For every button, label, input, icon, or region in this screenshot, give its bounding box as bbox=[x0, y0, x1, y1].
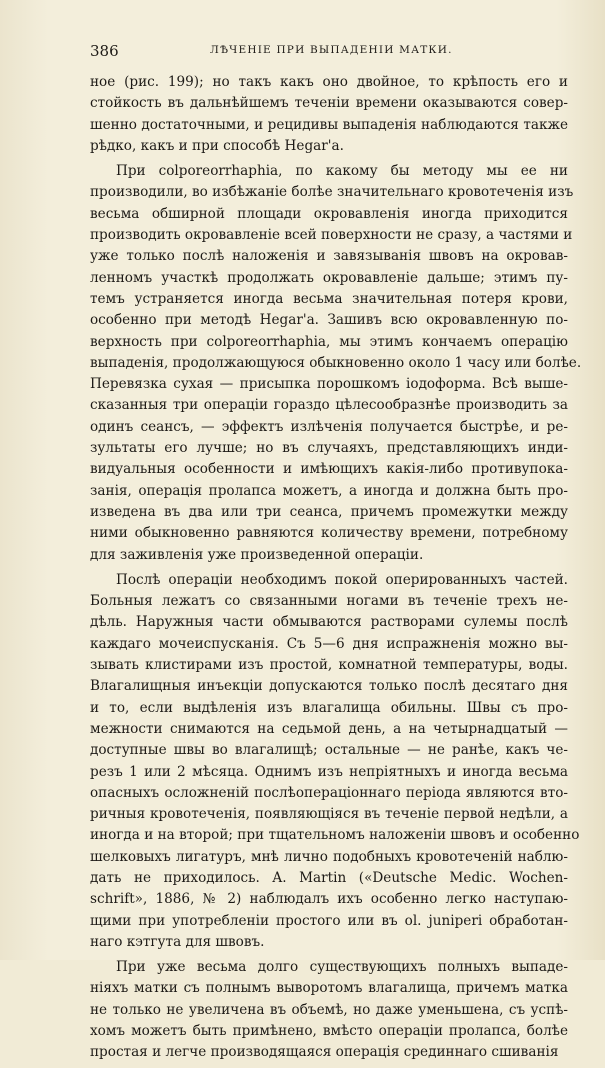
text-line: не только не увеличена въ объемѣ, но даже уменьшена, съ успѣ- bbox=[90, 1001, 568, 1018]
text-line: доступные швы во влагалищѣ; остальные — не ранѣе, какъ че- bbox=[90, 742, 568, 759]
text-line: межности снимаются на седьмой день, а на четырнадцатый — bbox=[90, 720, 568, 737]
text-line: одинъ сеансъ, — эффектъ излѣченія получается быстрѣе, и ре- bbox=[90, 418, 568, 435]
text-line: каждаго мочеиспусканія. Съ 5—6 дня испражненія можно вы- bbox=[90, 635, 568, 652]
text-line: рѣдко, какъ и при способѣ Hegar'а. bbox=[90, 137, 344, 154]
text-line: шенно достаточными, и рецидивы выпаденія наблюдаются также bbox=[90, 116, 568, 133]
text-line: сказанныя три операціи гораздо цѣлесообразнѣе производить за bbox=[90, 397, 568, 414]
text-line: schrift», 1886, № 2) наблюдалъ ихъ особенно легко наступаю- bbox=[90, 891, 568, 908]
text-line: уже только послѣ наложенія и завязыванія швовъ на окровав- bbox=[90, 248, 568, 265]
text-line: особенно при методѣ Hegar'а. Зашивъ всю окровавленную по- bbox=[90, 312, 568, 329]
text-line: ричныя кровотеченія, появляющіяся въ теченіе первой недѣли, а bbox=[90, 806, 568, 823]
text-line: выпаденія, продолжающуюся обыкновенно около 1 часу или болѣе. bbox=[90, 354, 582, 371]
page-header bbox=[90, 42, 568, 62]
text-line: изведена въ два или три сеанса, причемъ промежутки между bbox=[90, 503, 568, 520]
text-line: производили, во избѣжаніе болѣе значительнаго кровотеченія изъ bbox=[90, 184, 574, 201]
text-line: и то, если выдѣленія изъ влагалища обильны. Швы съ про- bbox=[90, 699, 568, 716]
text-line: ніяхъ матки съ полнымъ выворотомъ влагалища, причемъ матка bbox=[90, 980, 568, 997]
text-line: Послѣ операціи необходимъ покой оперированныхъ частей. bbox=[116, 571, 568, 588]
text-line: При уже весьма долго существующихъ полныхъ выпаде- bbox=[116, 959, 568, 976]
text-line: темъ устраняется иногда весьма значительная потеря крови, bbox=[90, 290, 568, 307]
text-line: наго кэтгута для швовъ. bbox=[90, 933, 265, 950]
text-line: для заживленія уже произведенной операціи. bbox=[90, 546, 424, 563]
text-line: ленномъ участкѣ продолжать окровавленіе дальше; этимъ пу- bbox=[90, 269, 568, 286]
text-line: дѣль. Наружныя части обмываются растворами сулемы послѣ bbox=[90, 614, 568, 631]
text-line: При colporeorrhaphia, по какому бы методу мы ее ни bbox=[116, 163, 568, 180]
text-line: весьма обширной площади окровавленія иногда приходится bbox=[90, 205, 568, 222]
text-line: иногда и на второй; при тщательномъ наложеніи швовъ и особенно bbox=[90, 827, 580, 844]
text-line: зультаты его лучше; но въ случаяхъ, представляющихъ инди- bbox=[90, 440, 568, 457]
page-number: 386 bbox=[90, 42, 119, 60]
text-line: Перевязка сухая — присыпка порошкомъ іодоформа. Всѣ выше- bbox=[90, 376, 568, 393]
text-line: верхность при colporeorrhaphia, мы этимъ кончаемъ операцію bbox=[90, 333, 568, 350]
paragraph-2 bbox=[90, 161, 582, 566]
text-line: ное (рис. 199); но такъ какъ оно двойное, то крѣпость его и bbox=[90, 74, 568, 90]
text-line: шелковыхъ лигатуръ, мнѣ лично подобныхъ кровотеченій наблю- bbox=[90, 848, 568, 865]
text-line: опасныхъ осложненій послѣопераціоннаго періода являются вто- bbox=[90, 784, 568, 801]
running-title: ЛѢЧЕНІЕ ПРИ ВЫПАДЕНІИ МАТКИ. bbox=[210, 44, 453, 56]
text-line: ними обыкновенно равняются количеству времени, потребному bbox=[90, 525, 568, 542]
text-line: занія, операція пролапса можетъ, а иногда и должна быть про- bbox=[90, 482, 568, 499]
paragraph-1 bbox=[90, 72, 568, 157]
text-line: резъ 1 или 2 мѣсяца. Однимъ изъ непріятныхъ и иногда весьма bbox=[90, 763, 568, 780]
paragraph-3 bbox=[90, 570, 580, 953]
text-line: щими при употребленіи простого или въ ol. juniperi обработан- bbox=[90, 912, 568, 929]
text-line: Больныя лежатъ со связанными ногами въ теченіе трехъ не- bbox=[90, 593, 568, 610]
text-line: зывать клистирами изъ простой, комнатной температуры, воды. bbox=[90, 657, 568, 674]
paragraph-4 bbox=[90, 957, 568, 1063]
text-line: производить окровавленіе всей поверхности не сразу, а частями и bbox=[90, 227, 573, 244]
text-line: простая и легче производящаяся операція срединнаго сшиванія bbox=[90, 1044, 559, 1061]
text-line: стойкость въ дальнѣйшемъ теченіи времени оказываются совер- bbox=[90, 95, 568, 112]
text-line: дать не приходилось. A. Martin («Deutsche Medic. Wochen- bbox=[90, 869, 568, 886]
text-line: видуальныя особенности и имѣющихъ какія-либо противупока- bbox=[90, 461, 568, 478]
body-text bbox=[90, 72, 582, 1068]
text-line: Влагалищныя инъекціи допускаются только послѣ десятаго дня bbox=[90, 678, 568, 695]
text-line: хомъ можетъ быть примѣнено, вмѣсто операціи пролапса, болѣе bbox=[90, 1023, 568, 1040]
